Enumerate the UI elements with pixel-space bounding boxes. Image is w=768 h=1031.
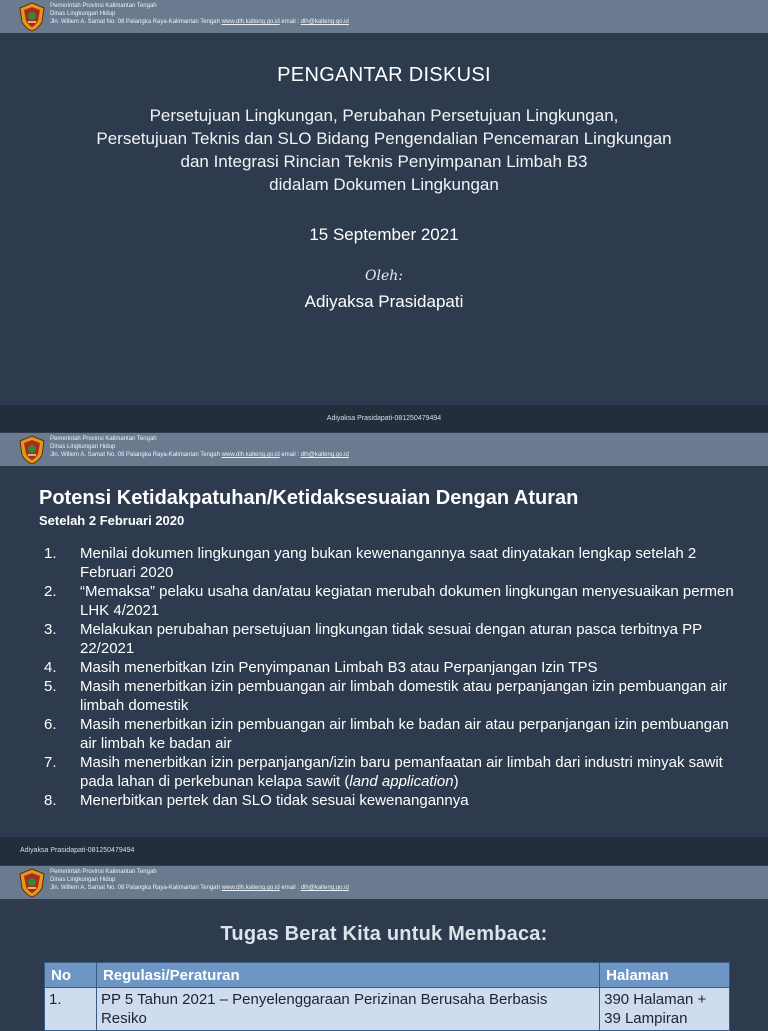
list-item-text [80, 753, 738, 791]
list-item [38, 791, 738, 810]
header-email-link[interactable]: dlh@kalteng.go.id [300, 19, 349, 25]
slide-header [0, 866, 768, 899]
table-header-row [45, 963, 730, 988]
header-website-link[interactable]: www.dlh.kalteng.go.id [221, 885, 280, 891]
header-website-link[interactable]: www.dlh.kalteng.go.id [221, 452, 280, 458]
slide-1 [0, 0, 768, 432]
header-address-line [50, 451, 349, 459]
column-header-pages: Halaman [600, 963, 730, 988]
column-header-no: No [45, 963, 97, 988]
header-line-2: Dinas Lingkungan Hidup [50, 877, 116, 883]
header-text [50, 868, 349, 892]
regulation-table [44, 962, 730, 1031]
table-row [45, 988, 730, 1031]
header-line-1: Pemerintah Provinsi Kalimantan Tengah [50, 3, 157, 9]
slide-header [0, 0, 768, 33]
slide-1-footer: Adiyaksa Prasidapati-081250479494 [0, 405, 768, 432]
header-address-line [50, 18, 349, 26]
list-item [38, 544, 738, 582]
non-compliance-list [38, 544, 738, 810]
slide-1-title: PENGANTAR DISKUSI [277, 64, 491, 86]
slide-1-subtitle [0, 104, 768, 196]
header-line-1: Pemerintah Provinsi Kalimantan Tengah [50, 869, 157, 875]
header-email-label: email : [281, 452, 300, 458]
slide-3-title: Tugas Berat Kita untuk Membaca: [220, 923, 548, 945]
header-email-link[interactable]: dlh@kalteng.go.id [300, 885, 349, 891]
list-item-number: 3. [44, 621, 57, 638]
list-item-number: 8. [44, 792, 57, 809]
provincial-emblem-icon [18, 435, 46, 465]
slide-2-footer-text: Adiyaksa Prasidapati-081250479494 [20, 847, 135, 854]
header-email-label: email : [281, 19, 300, 25]
header-address: Jln. Willem A. Samat No. 08 Palangka Raya-Kalimantan Tengah [50, 452, 220, 458]
list-item-number: 4. [44, 659, 57, 676]
header-website-link[interactable]: www.dlh.kalteng.go.id [221, 19, 280, 25]
cell-no: 1. [45, 988, 97, 1031]
cell-regulation: PP 5 Tahun 2021 – Penyelenggaraan Perizinan Berusaha Berbasis Resiko [96, 988, 599, 1031]
provincial-emblem-icon [18, 868, 46, 898]
header-text [50, 435, 349, 459]
slide-2-title: Potensi Ketidakpatuhan/Ketidaksesuaian Dengan Aturan [39, 487, 579, 509]
header-email-label: email : [281, 885, 300, 891]
column-header-regulation: Regulasi/Peraturan [96, 963, 599, 988]
list-item-number: 6. [44, 716, 57, 733]
subtitle-line: didalam Dokumen Lingkungan [269, 175, 499, 194]
subtitle-line: dan Integrasi Rincian Teknis Penyimpanan Limbah B3 [180, 152, 588, 171]
cell-pages: 390 Halaman + 39 Lampiran [600, 988, 730, 1031]
list-item-text: Menerbitkan pertek dan SLO tidak sesuai kewenangannya [80, 792, 469, 809]
list-item-number: 5. [44, 678, 57, 695]
list-item-number: 1. [44, 545, 57, 562]
list-item-text: Masih menerbitkan izin pembuangan air limbah ke badan air atau perpanjangan izin pembuangan air limbah ke badan air [80, 716, 729, 752]
list-item [38, 753, 738, 791]
header-email-link[interactable]: dlh@kalteng.go.id [300, 452, 349, 458]
header-line-2: Dinas Lingkungan Hidup [50, 11, 116, 17]
list-item-text: Melakukan perubahan persetujuan lingkungan tidak sesuai dengan aturan pasca terbitnya PP 22/2021 [80, 621, 702, 657]
header-text [50, 2, 349, 26]
presentation-date: 15 September 2021 [309, 225, 459, 244]
header-line-1: Pemerintah Provinsi Kalimantan Tengah [50, 436, 157, 442]
subtitle-line: Persetujuan Lingkungan, Perubahan Persetujuan Lingkungan, [149, 106, 619, 125]
list-item [38, 715, 738, 753]
list-item-text-part: ) [453, 773, 459, 790]
list-item-text: Masih menerbitkan izin pembuangan air limbah domestik atau perpanjangan izin pembuangan air limbah domestik [80, 678, 728, 714]
provincial-emblem-icon [18, 2, 46, 32]
list-item [38, 677, 738, 715]
slide-header [0, 433, 768, 466]
list-item-text: Menilai dokumen lingkungan yang bukan kewenangannya saat dinyatakan lengkap setelah 2 Februari 2020 [80, 545, 697, 581]
list-item [38, 582, 738, 620]
list-item [38, 658, 738, 677]
list-item-text: “Memaksa” pelaku usaha dan/atau kegiatan merubah dokumen lingkungan menyesuaikan permen LHK 4/2021 [80, 583, 734, 619]
header-line-2: Dinas Lingkungan Hidup [50, 444, 116, 450]
list-item-text: Masih menerbitkan Izin Penyimpanan Limbah B3 atau Perpanjangan Izin TPS [80, 659, 598, 676]
header-address-line [50, 884, 349, 892]
slide-2-footer [0, 837, 768, 865]
presenter-name: Adiyaksa Prasidapati [304, 292, 464, 311]
list-item-number: 7. [44, 754, 57, 771]
header-address: Jln. Willem A. Samat No. 08 Palangka Raya-Kalimantan Tengah [50, 19, 220, 25]
slide-2-subtitle: Setelah 2 Februari 2020 [39, 513, 185, 528]
subtitle-line: Persetujuan Teknis dan SLO Bidang Pengendalian Pencemaran Lingkungan [96, 129, 672, 148]
list-item [38, 620, 738, 658]
header-address: Jln. Willem A. Samat No. 08 Palangka Raya-Kalimantan Tengah [50, 885, 220, 891]
list-item-italic-term: land application [349, 773, 454, 790]
list-item-number: 2. [44, 583, 57, 600]
by-label: Oleh: [365, 268, 403, 284]
list-item-text-part: Masih menerbitkan izin perpanjangan/izin baru pemanfaatan air limbah dari industri minyak sawit pada lahan di perkebunan kelapa sawit ( [80, 754, 723, 790]
